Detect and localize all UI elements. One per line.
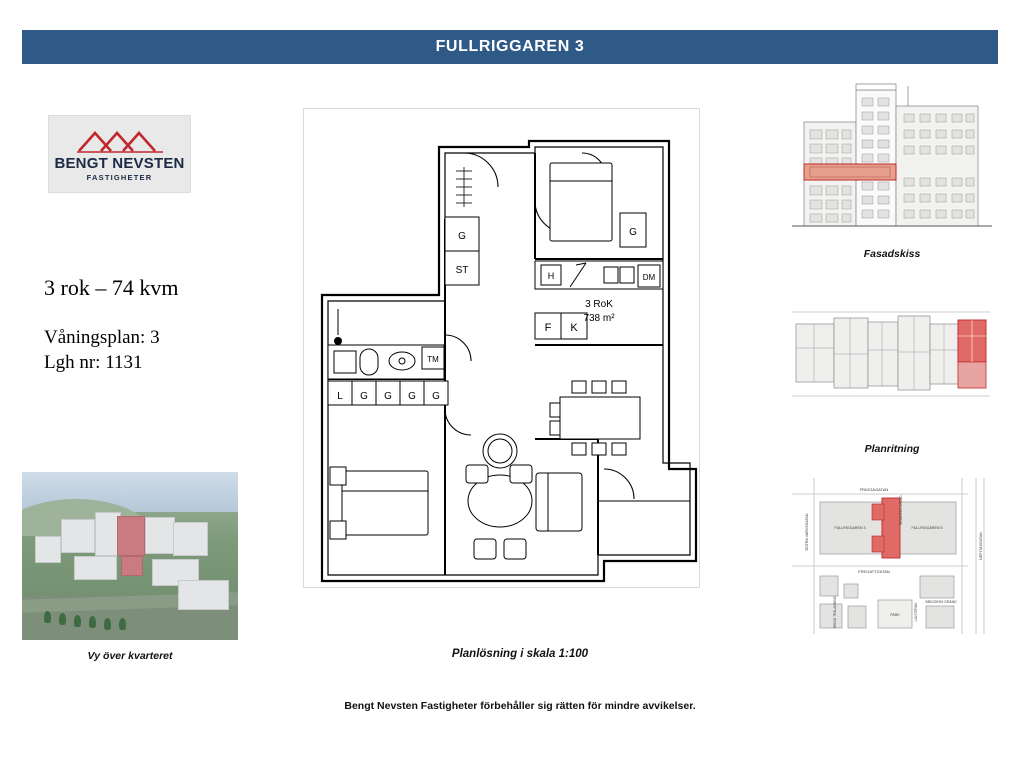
plan-tag-tm: TM [427, 355, 439, 364]
header-bar [22, 30, 998, 64]
plan-fixture-dot [334, 337, 342, 345]
plan-tag-l: L [337, 391, 343, 402]
photo-building [145, 517, 175, 554]
site-block-mid-label: BRIGGENS GRÄND [899, 495, 903, 525]
apartment-info [44, 275, 294, 374]
photo-tree [59, 613, 66, 625]
photo-tree [74, 615, 81, 627]
plan-tag-st: ST [455, 265, 469, 276]
logo-company-name: BENGT NEVSTEN [54, 154, 185, 172]
facade-highlight-floor [804, 164, 896, 180]
site-block [844, 584, 858, 598]
page-title: FULLRIGGAREN 3 [435, 38, 585, 55]
site-block-right-label: FULLRIGGAREN 5 [911, 526, 943, 530]
site-highlight-block [882, 498, 900, 558]
site-extra-label-1: BRIGG TRÄLAMNING [833, 596, 837, 628]
facade-drawing [786, 78, 998, 246]
apartment-number: Lgh nr: 1131 [44, 352, 143, 373]
site-block [920, 576, 954, 598]
photo-highlight-building [121, 556, 143, 576]
photo-building [35, 536, 61, 563]
plan-tag-dm: DM [642, 273, 656, 282]
photo-building [74, 556, 117, 580]
site-street-right: NEPTUNIGATAN [979, 532, 983, 560]
plan-tag-g: G [629, 227, 637, 238]
apartment-floor: Våningsplan: 3 [44, 327, 160, 348]
photo-building [178, 580, 230, 610]
site-map-drawing [786, 472, 998, 640]
plan-highlight-secondary [958, 362, 986, 388]
site-block [820, 604, 842, 628]
building-plan-thumb [786, 300, 998, 432]
quarter-view-caption: Vy över kvarteret [87, 650, 173, 662]
site-highlight-block [872, 536, 884, 552]
company-logo [48, 115, 191, 193]
site-extra-label-3: BRIGGENS GRÄND [925, 600, 957, 604]
plan-tag-h: H [547, 271, 555, 281]
disclaimer-text: Bengt Nevsten Fastigheter förbehåller sig rätten för mindre avvikelser. [344, 700, 696, 712]
site-highlight-block [872, 504, 884, 520]
photo-tree [44, 611, 51, 623]
plan-tag-k: K [570, 322, 578, 334]
site-map-thumb [786, 472, 998, 640]
plan-tag-g: G [458, 231, 466, 242]
site-block [926, 606, 954, 628]
quarter-view-photo [22, 472, 238, 640]
site-block-left-label: FULLRIGGAREN 3 [834, 526, 866, 530]
photo-tree [119, 618, 126, 630]
photo-building [61, 519, 96, 553]
logo-subtitle: FASTIGHETER [86, 172, 153, 182]
facade-caption: Fasadskiss [863, 248, 921, 260]
site-extra-label-2: LJUSTERNA [914, 602, 918, 622]
building-plan-caption: Planritning [864, 443, 920, 455]
building-plan-drawing [786, 300, 998, 432]
site-street-top: FRIGGAGATAN [859, 487, 889, 492]
photo-highlight-building [117, 516, 145, 556]
site-block [848, 606, 866, 628]
facade-sketch [786, 78, 998, 246]
plan-tag-f: F [544, 322, 552, 334]
plan-tag-g: G [408, 391, 416, 402]
photo-building [173, 522, 208, 556]
photo-tree [89, 616, 96, 628]
plan-area-label: 738 m² [583, 313, 615, 324]
roof-icon [75, 127, 165, 153]
plan-room-label: 3 RoK [585, 299, 613, 310]
photo-tree [104, 618, 111, 630]
plan-tag-g: G [432, 391, 440, 402]
site-block [820, 576, 838, 596]
floor-plan [303, 108, 700, 588]
floor-plan-drawing [304, 109, 699, 587]
floor-plan-caption: Planlösning i skala 1:100 [451, 648, 589, 660]
site-street-bottom: FREGATTGATAN [858, 569, 890, 574]
apartment-size: 3 rok – 74 kvm [44, 275, 179, 300]
plan-tag-g: G [360, 391, 368, 402]
site-street-left: ÖSTRA VARVSGATAN [805, 513, 809, 551]
plan-tag-g: G [384, 391, 392, 402]
site-park-label: PARK [890, 613, 900, 617]
